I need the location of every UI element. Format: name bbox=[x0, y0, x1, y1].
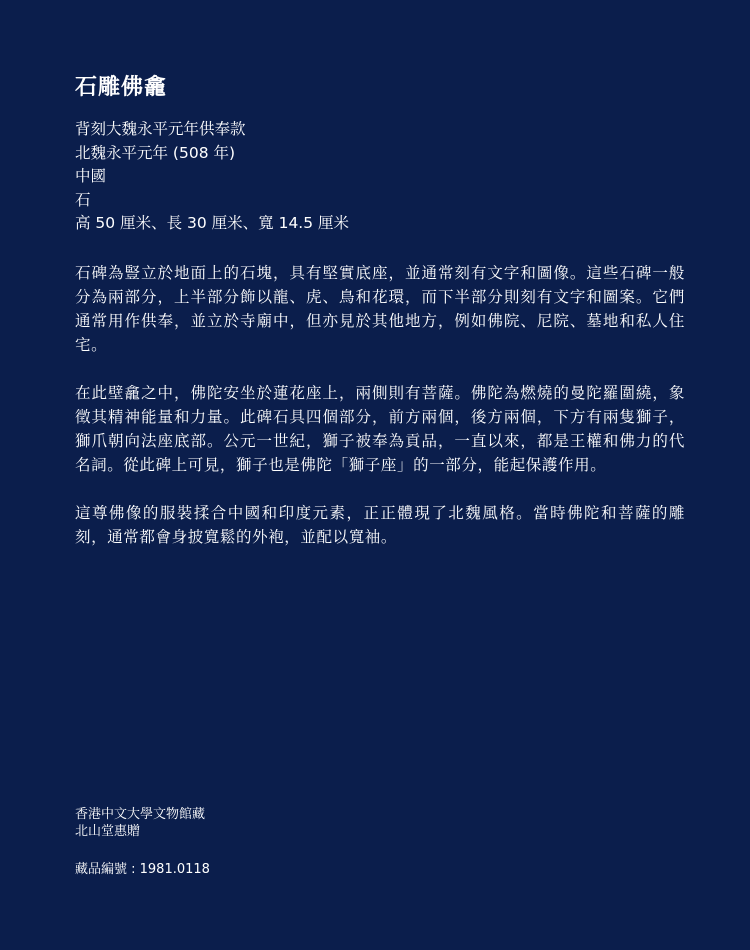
material-line: 石 bbox=[75, 190, 91, 209]
dimensions-line: 高 50 厘米、長 30 厘米、寬 14.5 厘米 bbox=[75, 214, 350, 232]
collection-line: 香港中文大學文物館藏 bbox=[75, 807, 206, 822]
accession-number: 藏品編號 : 1981.0118 bbox=[75, 862, 210, 877]
description-paragraph: 這尊佛像的服裝揉合中國和印度元素，正正體現了北魏風格。當時佛陀和菩薩的雕刻，通常都會身披寬鬆的外袍，並配以寬袖。 bbox=[75, 504, 685, 546]
description-paragraph: 石碑為豎立於地面上的石塊，具有堅實底座，並通常刻有文字和圖像。這些石碑一般分為兩部分，上半部分飾以龍、虎、鳥和花環，而下半部分則刻有文字和圖案。它們通常用作供奉，並立於寺廟中，但亦見於其他地方，例如佛院、尼院、墓地和私人住宅。 bbox=[75, 264, 685, 354]
description-text bbox=[75, 261, 685, 573]
date-line: 北魏永平元年 (508 年) bbox=[75, 143, 236, 162]
origin-line: 中國 bbox=[75, 167, 107, 185]
object-title: 石雕佛龕 bbox=[75, 75, 168, 100]
object-metadata bbox=[75, 118, 349, 236]
credit-line bbox=[75, 806, 205, 840]
donor-line: 北山堂惠贈 bbox=[75, 824, 141, 839]
inscription-line: 背刻大魏永平元年供奉款 bbox=[75, 120, 246, 138]
description-paragraph: 在此壁龕之中，佛陀安坐於蓮花座上，兩側則有菩薩。佛陀為燃燒的曼陀羅圍繞，象徵其精神能量和力量。此碑石具四個部分，前方兩個，後方兩個，下方有兩隻獅子，獅爪朝向法座底部。公元一世紀，獅子被奉為貢品，一直以來，都是王權和佛力的代名詞。從此碑上可見，獅子也是佛陀「獅子座」的一部分，能起保護作用。 bbox=[75, 384, 685, 474]
museum-label bbox=[75, 0, 685, 950]
